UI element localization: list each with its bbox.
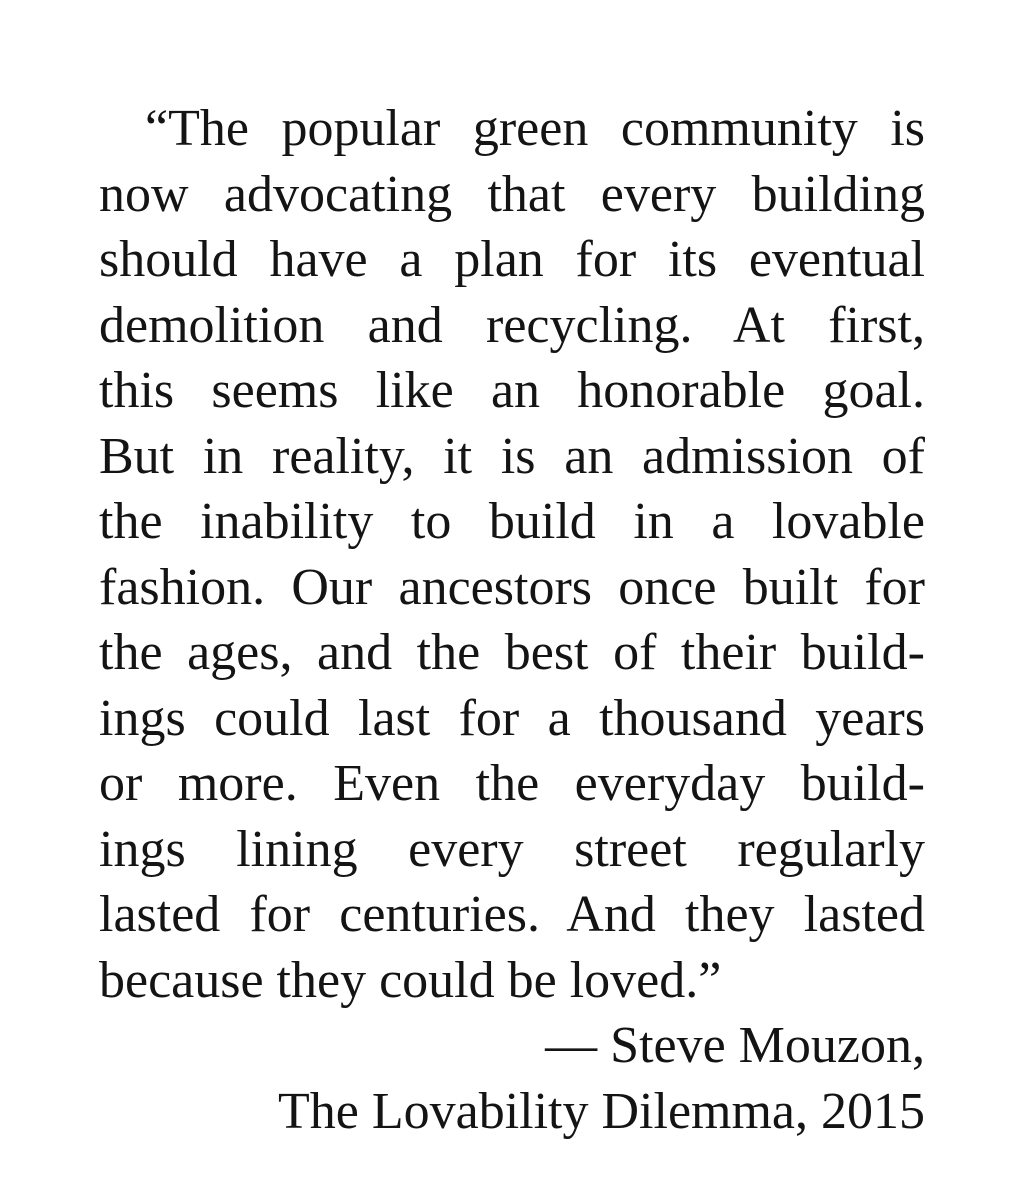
quote-line: demolition and recycling. At first,	[99, 296, 925, 354]
quote-line: because they could be loved.”	[99, 951, 722, 1009]
quote-line: ings could last for a thousand years	[99, 689, 925, 747]
quote-block	[99, 96, 925, 1144]
quote-line: this seems like an honorable goal.	[99, 362, 925, 419]
quote-line: lasted for centuries. And they lasted	[99, 886, 925, 943]
quote-line: should have a plan for its eventual	[99, 231, 925, 288]
quote-line: ings lining every street regularly	[99, 820, 925, 878]
quote-line: fashion. Our ancestors once built for	[99, 558, 925, 616]
attribution-author: — Steve Mouzon,	[545, 1017, 925, 1074]
quote-line: But in reality, it is an admission of	[99, 427, 925, 485]
quote-line: the inability to build in a lovable	[99, 493, 925, 550]
quote-line: the ages, and the best of their build-	[99, 624, 925, 681]
quote-line: “The popular green community is	[145, 100, 925, 157]
quote-line: or more. Even the everyday build-	[99, 755, 925, 812]
attribution-source: The Lovability Dilemma, 2015	[278, 1082, 925, 1140]
quote-line: now advocating that every building	[99, 165, 925, 223]
